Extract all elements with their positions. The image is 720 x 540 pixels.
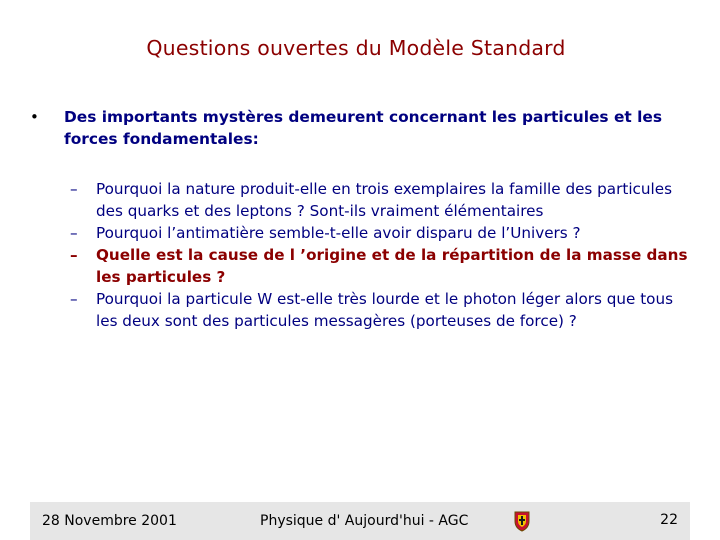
sub-bullet-list — [70, 178, 690, 332]
footer-center-text: Physique d' Aujourd'hui - AGC — [260, 513, 469, 529]
dash-marker: – — [70, 246, 78, 264]
sub-bullet-text: Pourquoi la particule W est-elle très lourde et le photon léger alors que tous les deux sont des particules messagères (porteuses de force) ? — [96, 290, 673, 330]
coat-of-arms-icon — [512, 510, 532, 532]
sub-bullet-text: Pourquoi la nature produit-elle en trois exemplaires la famille des particules des quarks et des leptons ? Sont-ils vraiment élémentaires — [96, 180, 672, 220]
dash-marker: – — [70, 290, 78, 308]
footer-date: 28 Novembre 2001 — [42, 513, 177, 529]
sub-bullet-item — [70, 288, 690, 332]
sub-bullet-item-emphasized — [70, 244, 690, 288]
sub-bullet-item — [70, 178, 690, 222]
slide-title: Questions ouvertes du Modèle Standard — [146, 36, 566, 60]
sub-bullet-text: Quelle est la cause de l ’origine et de la répartition de la masse dans les particules ? — [96, 246, 688, 286]
slide-footer — [30, 502, 690, 540]
page-number: 22 — [660, 512, 678, 528]
bullet-text: Des importants mystères demeurent concernant les particules et les forces fondamentales: — [64, 108, 662, 148]
dash-marker: – — [70, 180, 78, 198]
sub-bullet-text: Pourquoi l’antimatière semble-t-elle avoir disparu de l’Univers ? — [96, 224, 581, 242]
dash-marker: – — [70, 224, 78, 242]
sub-bullet-item — [70, 222, 690, 244]
bullet-dot: • — [30, 108, 39, 126]
